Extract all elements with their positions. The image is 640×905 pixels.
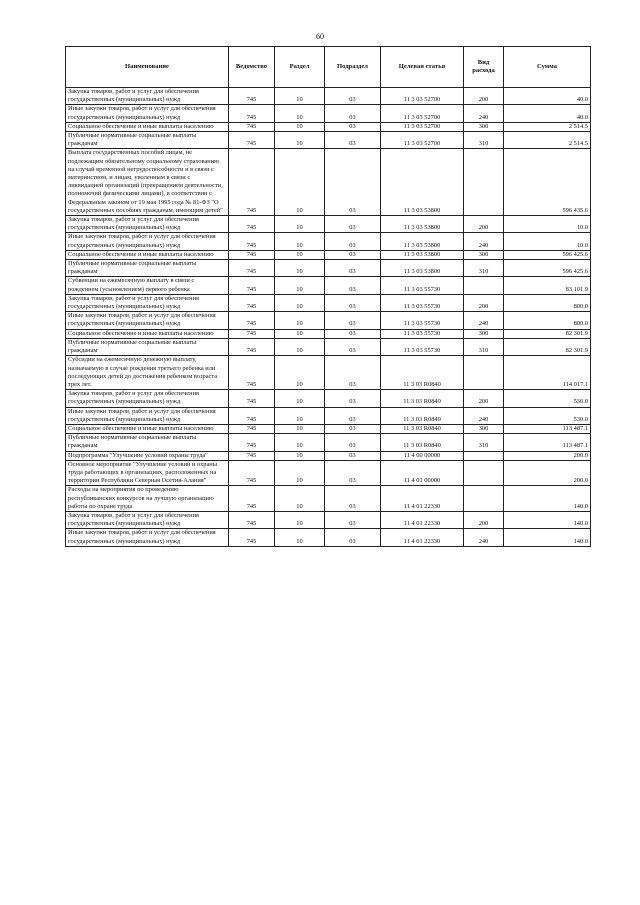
budget-table bbox=[65, 46, 591, 547]
cell-dept: 745 bbox=[229, 451, 275, 460]
cell-target: 11 3 03 R0840 bbox=[381, 407, 464, 424]
cell-dept: 745 bbox=[229, 149, 275, 216]
cell-name: Социальное обеспечение и иные выплаты населению bbox=[66, 424, 229, 433]
cell-dept: 745 bbox=[229, 486, 275, 512]
cell-sum: 596 435.6 bbox=[504, 149, 591, 216]
cell-sum: 596 425.6 bbox=[504, 250, 591, 259]
cell-target: 11 3 03 53800 bbox=[381, 233, 464, 250]
cell-sum: 82 301.9 bbox=[504, 338, 591, 355]
table-row bbox=[66, 390, 591, 407]
cell-dept: 745 bbox=[229, 434, 275, 451]
cell-type bbox=[464, 277, 504, 294]
cell-subsection: 03 bbox=[325, 132, 381, 149]
cell-dept: 745 bbox=[229, 122, 275, 131]
cell-target: 11 3 03 R0840 bbox=[381, 356, 464, 390]
cell-subsection: 03 bbox=[325, 329, 381, 338]
cell-target: 11 4 01 22330 bbox=[381, 486, 464, 512]
cell-dept: 745 bbox=[229, 105, 275, 122]
cell-name: Закупка товаров, работ и услуг для обеспечения государственных (муниципальных) нужд bbox=[66, 88, 229, 105]
cell-sum: 10.0 bbox=[504, 216, 591, 233]
cell-section: 10 bbox=[275, 424, 325, 433]
cell-name: Подпрограмма "Улучшение условий охраны труда" bbox=[66, 451, 229, 460]
cell-type: 300 bbox=[464, 424, 504, 433]
cell-type bbox=[464, 460, 504, 486]
cell-section: 10 bbox=[275, 294, 325, 311]
cell-target: 11 3 03 52700 bbox=[381, 105, 464, 122]
cell-subsection: 03 bbox=[325, 149, 381, 216]
cell-name: Иные закупки товаров, работ и услуг для обеспечения государственных (муниципальных) нужд bbox=[66, 407, 229, 424]
cell-section: 10 bbox=[275, 88, 325, 105]
cell-name: Закупка товаров, работ и услуг для обеспечения государственных (муниципальных) нужд bbox=[66, 216, 229, 233]
table-row bbox=[66, 88, 591, 105]
cell-sum: 140.0 bbox=[504, 511, 591, 528]
cell-subsection: 03 bbox=[325, 356, 381, 390]
cell-name: Иные закупки товаров, работ и услуг для обеспечения государственных (муниципальных) нужд bbox=[66, 312, 229, 329]
cell-sum: 800.0 bbox=[504, 312, 591, 329]
cell-section: 10 bbox=[275, 511, 325, 528]
cell-dept: 745 bbox=[229, 250, 275, 259]
cell-dept: 745 bbox=[229, 233, 275, 250]
cell-type bbox=[464, 451, 504, 460]
cell-section: 10 bbox=[275, 149, 325, 216]
cell-subsection: 03 bbox=[325, 486, 381, 512]
cell-sum: 596 425.6 bbox=[504, 260, 591, 277]
column-header-section: Раздел bbox=[275, 47, 325, 88]
cell-section: 10 bbox=[275, 529, 325, 546]
table-row bbox=[66, 216, 591, 233]
cell-type: 300 bbox=[464, 250, 504, 259]
cell-sum: 2 514.5 bbox=[504, 122, 591, 131]
cell-sum: 140.0 bbox=[504, 486, 591, 512]
cell-type: 200 bbox=[464, 216, 504, 233]
column-header-dept: Ведомство bbox=[229, 47, 275, 88]
cell-subsection: 03 bbox=[325, 88, 381, 105]
cell-subsection: 03 bbox=[325, 122, 381, 131]
cell-sum: 200.0 bbox=[504, 451, 591, 460]
cell-target: 11 3 03 55730 bbox=[381, 277, 464, 294]
table-row bbox=[66, 294, 591, 311]
cell-subsection: 03 bbox=[325, 260, 381, 277]
cell-dept: 745 bbox=[229, 407, 275, 424]
cell-name: Публичные нормативные социальные выплаты гражданам bbox=[66, 260, 229, 277]
cell-subsection: 03 bbox=[325, 390, 381, 407]
cell-sum: 2 514.5 bbox=[504, 132, 591, 149]
cell-sum: 530.0 bbox=[504, 390, 591, 407]
cell-name: Иные закупки товаров, работ и услуг для обеспечения государственных (муниципальных) нужд bbox=[66, 233, 229, 250]
cell-type: 310 bbox=[464, 260, 504, 277]
cell-name: Субсидии на ежемесячную денежную выплату, назначаемую в случае рождения третьего ребенка или последующих детей до достижения ребенком возраста трех лет. bbox=[66, 356, 229, 390]
cell-type: 310 bbox=[464, 434, 504, 451]
cell-name: Социальное обеспечение и иные выплаты населению bbox=[66, 329, 229, 338]
cell-dept: 745 bbox=[229, 460, 275, 486]
cell-type: 200 bbox=[464, 511, 504, 528]
table-row bbox=[66, 529, 591, 546]
cell-name: Закупка товаров, работ и услуг для обеспечения государственных (муниципальных) нужд bbox=[66, 390, 229, 407]
cell-subsection: 03 bbox=[325, 233, 381, 250]
table-row bbox=[66, 434, 591, 451]
table-row bbox=[66, 233, 591, 250]
table-row bbox=[66, 511, 591, 528]
cell-type: 240 bbox=[464, 233, 504, 250]
cell-subsection: 03 bbox=[325, 451, 381, 460]
table-row bbox=[66, 407, 591, 424]
cell-dept: 745 bbox=[229, 294, 275, 311]
cell-target: 11 3 03 55730 bbox=[381, 329, 464, 338]
cell-dept: 745 bbox=[229, 529, 275, 546]
cell-target: 11 4 00 00000 bbox=[381, 451, 464, 460]
cell-subsection: 03 bbox=[325, 434, 381, 451]
cell-type: 240 bbox=[464, 529, 504, 546]
cell-sum: 82 301.9 bbox=[504, 329, 591, 338]
cell-type bbox=[464, 486, 504, 512]
cell-section: 10 bbox=[275, 105, 325, 122]
column-header-type: Вид расхода bbox=[464, 47, 504, 88]
column-header-subsection: Подраздел bbox=[325, 47, 381, 88]
cell-type: 300 bbox=[464, 122, 504, 131]
cell-sum: 10.0 bbox=[504, 233, 591, 250]
cell-section: 10 bbox=[275, 434, 325, 451]
cell-name: Выплата государственных пособий лицам, не подлежащим обязательному социальному страхованию на случай временной нетрудоспособности и в связи с материнством, и лицам, уволенным в связи с ликвидацией организаций (прекращением деятельности, полномочий физическими лицами), в соответствии с Федеральным законом от 19 мая 1995 года № 81-ФЗ "О государственных пособиях гражданам, имеющим детей" bbox=[66, 149, 229, 216]
cell-section: 10 bbox=[275, 312, 325, 329]
table-row bbox=[66, 250, 591, 259]
cell-subsection: 03 bbox=[325, 338, 381, 355]
cell-sum: 200.0 bbox=[504, 460, 591, 486]
cell-target: 11 3 03 53800 bbox=[381, 260, 464, 277]
cell-section: 10 bbox=[275, 216, 325, 233]
cell-subsection: 03 bbox=[325, 312, 381, 329]
cell-subsection: 03 bbox=[325, 216, 381, 233]
column-header-target: Целевая статья bbox=[381, 47, 464, 88]
cell-type: 200 bbox=[464, 88, 504, 105]
cell-section: 10 bbox=[275, 390, 325, 407]
table-row bbox=[66, 460, 591, 486]
cell-target: 11 3 03 52700 bbox=[381, 88, 464, 105]
cell-dept: 745 bbox=[229, 390, 275, 407]
cell-dept: 745 bbox=[229, 88, 275, 105]
header-row bbox=[66, 47, 591, 88]
cell-section: 10 bbox=[275, 277, 325, 294]
cell-dept: 745 bbox=[229, 132, 275, 149]
table-row bbox=[66, 486, 591, 512]
cell-type: 310 bbox=[464, 338, 504, 355]
table-row bbox=[66, 149, 591, 216]
cell-name: Социальное обеспечение и иные выплаты населению bbox=[66, 122, 229, 131]
cell-type: 200 bbox=[464, 294, 504, 311]
page-number: 60 bbox=[316, 32, 324, 41]
table-row bbox=[66, 451, 591, 460]
cell-target: 11 3 03 52700 bbox=[381, 122, 464, 131]
cell-sum: 40.0 bbox=[504, 105, 591, 122]
cell-sum: 113 487.1 bbox=[504, 424, 591, 433]
cell-section: 10 bbox=[275, 250, 325, 259]
cell-type: 240 bbox=[464, 407, 504, 424]
cell-subsection: 03 bbox=[325, 511, 381, 528]
cell-target: 11 3 03 R0840 bbox=[381, 390, 464, 407]
table-row bbox=[66, 122, 591, 131]
cell-type: 200 bbox=[464, 390, 504, 407]
cell-type bbox=[464, 149, 504, 216]
cell-section: 10 bbox=[275, 338, 325, 355]
table-row bbox=[66, 338, 591, 355]
cell-name: Основное мероприятие "Улучшение условий и охраны труда работающих в организациях, расположенных на территории Республики Северная Осетия-Алания" bbox=[66, 460, 229, 486]
table-row bbox=[66, 132, 591, 149]
cell-name: Публичные нормативные социальные выплаты гражданам bbox=[66, 338, 229, 355]
cell-dept: 745 bbox=[229, 356, 275, 390]
table-row bbox=[66, 105, 591, 122]
cell-target: 11 3 03 52700 bbox=[381, 132, 464, 149]
cell-name: Публичные нормативные социальные выплаты гражданам bbox=[66, 132, 229, 149]
cell-section: 10 bbox=[275, 329, 325, 338]
cell-subsection: 03 bbox=[325, 529, 381, 546]
cell-subsection: 03 bbox=[325, 407, 381, 424]
cell-dept: 745 bbox=[229, 511, 275, 528]
table-row bbox=[66, 424, 591, 433]
cell-target: 11 4 01 22330 bbox=[381, 529, 464, 546]
cell-target: 11 3 03 R0840 bbox=[381, 424, 464, 433]
cell-dept: 745 bbox=[229, 277, 275, 294]
cell-section: 10 bbox=[275, 460, 325, 486]
cell-name: Закупка товаров, работ и услуг для обеспечения государственных (муниципальных) нужд bbox=[66, 294, 229, 311]
cell-dept: 745 bbox=[229, 216, 275, 233]
cell-section: 10 bbox=[275, 486, 325, 512]
cell-name: Иные закупки товаров, работ и услуг для обеспечения государственных (муниципальных) нужд bbox=[66, 105, 229, 122]
cell-type: 300 bbox=[464, 329, 504, 338]
cell-sum: 114 017.1 bbox=[504, 356, 591, 390]
cell-section: 10 bbox=[275, 407, 325, 424]
column-header-sum: Сумма bbox=[504, 47, 591, 88]
cell-subsection: 03 bbox=[325, 460, 381, 486]
cell-sum: 800.0 bbox=[504, 294, 591, 311]
cell-name: Социальное обеспечение и иные выплаты населению bbox=[66, 250, 229, 259]
cell-dept: 745 bbox=[229, 338, 275, 355]
table-row bbox=[66, 312, 591, 329]
cell-target: 11 3 03 55730 bbox=[381, 294, 464, 311]
cell-subsection: 03 bbox=[325, 105, 381, 122]
cell-target: 11 4 01 22330 bbox=[381, 511, 464, 528]
cell-dept: 745 bbox=[229, 260, 275, 277]
cell-section: 10 bbox=[275, 122, 325, 131]
cell-target: 11 3 03 55730 bbox=[381, 312, 464, 329]
cell-target: 11 3 03 53800 bbox=[381, 250, 464, 259]
cell-section: 10 bbox=[275, 132, 325, 149]
cell-name: Расходы на мероприятия по проведению республиканских конкурсов на лучшую организацию работы по охране труда bbox=[66, 486, 229, 512]
cell-subsection: 03 bbox=[325, 424, 381, 433]
cell-sum: 530.0 bbox=[504, 407, 591, 424]
cell-type: 310 bbox=[464, 132, 504, 149]
cell-sum: 40.0 bbox=[504, 88, 591, 105]
cell-type: 240 bbox=[464, 312, 504, 329]
table-row bbox=[66, 329, 591, 338]
cell-dept: 745 bbox=[229, 329, 275, 338]
cell-section: 10 bbox=[275, 233, 325, 250]
cell-sum: 140.0 bbox=[504, 529, 591, 546]
cell-subsection: 03 bbox=[325, 277, 381, 294]
table-row bbox=[66, 260, 591, 277]
column-header-name: Наименование bbox=[66, 47, 229, 88]
cell-name: Иные закупки товаров, работ и услуг для обеспечения государственных (муниципальных) нужд bbox=[66, 529, 229, 546]
cell-subsection: 03 bbox=[325, 294, 381, 311]
cell-dept: 745 bbox=[229, 424, 275, 433]
cell-name: Закупка товаров, работ и услуг для обеспечения государственных (муниципальных) нужд bbox=[66, 511, 229, 528]
cell-name: Субвенции на ежемесячную выплату в связи с рождением (усыновлением) первого ребенка bbox=[66, 277, 229, 294]
cell-section: 10 bbox=[275, 260, 325, 277]
cell-target: 11 4 01 00000 bbox=[381, 460, 464, 486]
cell-subsection: 03 bbox=[325, 250, 381, 259]
cell-sum: 83 101.9 bbox=[504, 277, 591, 294]
cell-target: 11 3 03 53800 bbox=[381, 149, 464, 216]
cell-target: 11 3 03 53800 bbox=[381, 216, 464, 233]
cell-type: 240 bbox=[464, 105, 504, 122]
cell-sum: 113 487.1 bbox=[504, 434, 591, 451]
cell-target: 11 3 03 55730 bbox=[381, 338, 464, 355]
cell-target: 11 3 03 R0840 bbox=[381, 434, 464, 451]
cell-name: Публичные нормативные социальные выплаты гражданам bbox=[66, 434, 229, 451]
cell-dept: 745 bbox=[229, 312, 275, 329]
cell-section: 10 bbox=[275, 356, 325, 390]
cell-section: 10 bbox=[275, 451, 325, 460]
table-row bbox=[66, 356, 591, 390]
cell-type bbox=[464, 356, 504, 390]
table-row bbox=[66, 277, 591, 294]
